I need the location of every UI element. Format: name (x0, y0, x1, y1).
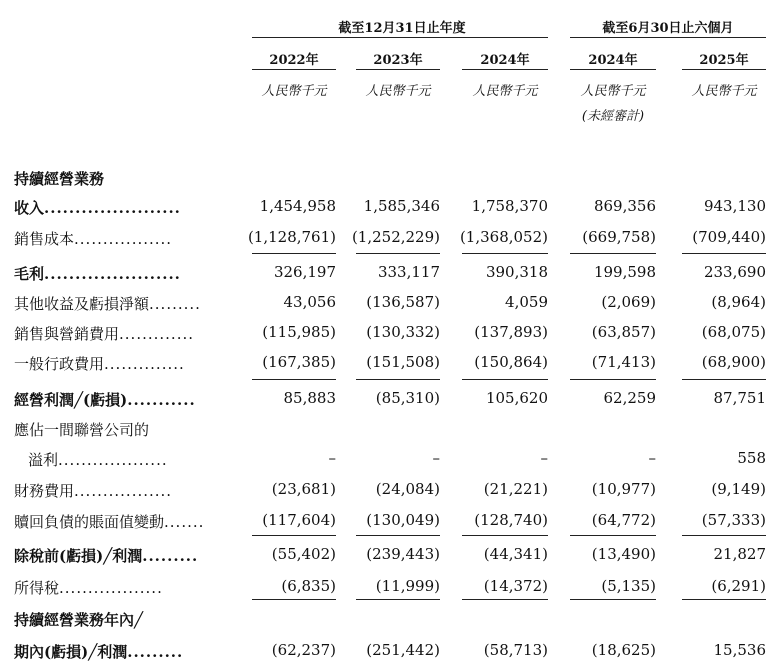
cell-2024-interim: (71,413) (591, 353, 656, 371)
row-label-text: 溢利 (28, 451, 59, 469)
row-label (28, 449, 224, 470)
year-2024: 2024年 (480, 53, 530, 68)
row-label (14, 323, 224, 344)
row-label (14, 228, 224, 249)
rule-after-tax-2024 (462, 599, 548, 600)
cell-2025-interim: 233,690 (703, 263, 766, 281)
cell-2022: (117,604) (262, 511, 336, 529)
cell-2023: (1,252,229) (351, 228, 440, 246)
cell-2025-interim: 15,536 (713, 641, 766, 659)
cell-2024-interim: 199,598 (593, 263, 656, 281)
year-2022-rule (252, 69, 336, 70)
cell-2025-interim: (57,333) (701, 511, 766, 529)
year-2024-interim-rule (570, 69, 656, 70)
cell-2024: 1,758,370 (471, 197, 548, 215)
row-leader-dots: ......... (127, 643, 184, 661)
cell-2025-interim: 943,130 (703, 197, 766, 215)
row-leader-dots: .............. (104, 355, 185, 373)
cell-2024: (128,740) (474, 511, 548, 529)
rule-after-tax-2024i (570, 599, 656, 600)
cell-2023: (130,332) (366, 323, 440, 341)
cell-2024: (150,864) (474, 353, 548, 371)
cell-2024: (21,221) (483, 480, 548, 498)
row-label-text: 一般行政費用 (14, 355, 105, 373)
cell-2024: (137,893) (474, 323, 548, 341)
cell-2022: (167,385) (262, 353, 336, 371)
row-label (14, 197, 224, 218)
row-label-text: 銷售成本 (14, 230, 75, 248)
row-leader-dots: .................. (59, 579, 163, 597)
cell-2024-interim: (13,490) (591, 545, 656, 563)
cell-2024: 4,059 (505, 293, 548, 311)
header-group-interim: 截至6月30日止六個月 (602, 21, 734, 36)
cell-2023: – (432, 449, 440, 467)
row-label-text: 毛利 (14, 265, 45, 283)
header-group-annual-rule (252, 37, 548, 38)
row-leader-dots: ................. (74, 482, 173, 500)
year-2023: 2023年 (373, 53, 423, 68)
header-group-annual: 截至12月31日止年度 (338, 21, 466, 36)
cell-2023: (151,508) (366, 353, 440, 371)
row-leader-dots: ....... (164, 513, 205, 531)
row-label-text: 持續經營業務年內╱ (14, 611, 144, 629)
cell-2024-interim: (5,135) (601, 577, 656, 595)
cell-2022: (115,985) (262, 323, 336, 341)
unit-2025-interim: 人民幣千元 (691, 84, 757, 99)
year-2022: 2022年 (269, 53, 319, 68)
row-leader-dots: ............. (119, 325, 195, 343)
cell-2025-interim: (68,900) (701, 353, 766, 371)
unit-2024-interim: 人民幣千元 (580, 84, 646, 99)
row-label-text: 除稅前(虧損)╱利潤 (14, 547, 143, 565)
cell-2024: – (540, 449, 548, 467)
unit-2022: 人民幣千元 (261, 84, 327, 99)
row-label (14, 263, 224, 284)
cell-2022: (62,237) (271, 641, 336, 659)
row-label-text: 贖回負債的賬面值變動 (14, 513, 165, 531)
year-2025-interim-rule (682, 69, 766, 70)
cell-2022: 85,883 (283, 389, 336, 407)
cell-2023: (11,999) (375, 577, 440, 595)
row-leader-dots: ......... (149, 295, 201, 313)
row-label (14, 641, 224, 662)
cell-2024: (44,341) (483, 545, 548, 563)
cell-2023: (136,587) (366, 293, 440, 311)
cell-2024-interim: – (648, 449, 656, 467)
year-2023-rule (356, 69, 440, 70)
row-label-text: 經營利潤╱(虧損) (14, 391, 128, 409)
year-2024-rule (462, 69, 548, 70)
cell-2024: 105,620 (485, 389, 548, 407)
cell-2024: (58,713) (483, 641, 548, 659)
year-2025-interim: 2025年 (699, 53, 749, 68)
cell-2025-interim: (709,440) (692, 228, 766, 246)
cell-2023: (85,310) (375, 389, 440, 407)
cell-2024-interim: (63,857) (591, 323, 656, 341)
rule-after-tax-2025i (682, 599, 766, 600)
cell-2023: (130,049) (366, 511, 440, 529)
cell-2023: (24,084) (375, 480, 440, 498)
cell-2025-interim: (68,075) (701, 323, 766, 341)
rule-after-cost-2024 (462, 253, 548, 254)
row-leader-dots: ...................... (44, 265, 181, 283)
cell-2022: – (328, 449, 336, 467)
rule-after-admin-2025i (682, 379, 766, 380)
cell-2025-interim: 558 (737, 449, 766, 467)
cell-2024-interim: 869,356 (593, 197, 656, 215)
rule-after-redemption-2023 (356, 535, 440, 536)
cell-2025-interim: 21,827 (713, 545, 766, 563)
row-label-text: 所得稅 (14, 579, 60, 597)
cell-2023: (239,443) (366, 545, 440, 563)
cell-2024-interim: (64,772) (591, 511, 656, 529)
cell-2025-interim: (9,149) (711, 480, 766, 498)
cell-2024: (14,372) (483, 577, 548, 595)
row-label (14, 419, 224, 440)
cell-2024-interim: (10,977) (591, 480, 656, 498)
row-leader-dots: ......... (142, 547, 199, 565)
header-group-interim-rule (570, 37, 766, 38)
row-label-text: 收入 (14, 199, 45, 217)
row-label (14, 293, 224, 314)
row-leader-dots: ........... (127, 391, 196, 409)
rule-after-tax-2023 (356, 599, 440, 600)
rule-after-redemption-2024i (570, 535, 656, 536)
row-leader-dots: ................. (74, 230, 173, 248)
cell-2024-interim: 62,259 (603, 389, 656, 407)
section-continuing-operations: 持續經營業務 (14, 170, 105, 188)
unit-2024: 人民幣千元 (472, 84, 538, 99)
cell-2025-interim: (6,291) (711, 577, 766, 595)
rule-after-tax-2022 (252, 599, 336, 600)
row-label-text: 財務費用 (14, 482, 75, 500)
rule-after-cost-2023 (356, 253, 440, 254)
unit-2023: 人民幣千元 (365, 84, 431, 99)
row-label (14, 353, 224, 374)
cell-2022: (23,681) (271, 480, 336, 498)
rule-after-admin-2024i (570, 379, 656, 380)
row-label (14, 480, 224, 501)
cell-2024-interim: (18,625) (591, 641, 656, 659)
cell-2023: 333,117 (377, 263, 440, 281)
row-leader-dots: ...................... (44, 199, 181, 217)
cell-2025-interim: (8,964) (711, 293, 766, 311)
cell-2022: (1,128,761) (247, 228, 336, 246)
row-label-text: 應佔一間聯營公司的 (14, 421, 150, 439)
rule-after-redemption-2022 (252, 535, 336, 536)
rule-after-admin-2024 (462, 379, 548, 380)
cell-2023: 1,585,346 (363, 197, 440, 215)
rule-after-cost-2024i (570, 253, 656, 254)
cell-2024: (1,368,052) (459, 228, 548, 246)
row-label (14, 577, 224, 598)
cell-2022: (6,835) (281, 577, 336, 595)
cell-2022: 1,454,958 (259, 197, 336, 215)
cell-2022: 326,197 (273, 263, 336, 281)
row-label (14, 389, 224, 410)
cell-2022: 43,056 (283, 293, 336, 311)
cell-2024: 390,318 (485, 263, 548, 281)
row-label-text: 其他收益及虧損淨額 (14, 295, 150, 313)
row-label-text: 期內(虧損)╱利潤 (14, 643, 128, 661)
rule-after-cost-2025i (682, 253, 766, 254)
unaudited-note: (未經審計) (581, 109, 645, 124)
cell-2022: (55,402) (271, 545, 336, 563)
cell-2023: (251,442) (366, 641, 440, 659)
rule-after-admin-2022 (252, 379, 336, 380)
row-leader-dots: ................... (58, 451, 168, 469)
row-label (14, 511, 224, 532)
row-label (14, 609, 224, 630)
year-2024-interim: 2024年 (588, 53, 638, 68)
rule-after-redemption-2024 (462, 535, 548, 536)
rule-after-cost-2022 (252, 253, 336, 254)
rule-after-admin-2023 (356, 379, 440, 380)
rule-after-redemption-2025i (682, 535, 766, 536)
row-label-text: 銷售與營銷費用 (14, 325, 120, 343)
cell-2024-interim: (2,069) (601, 293, 656, 311)
cell-2025-interim: 87,751 (713, 389, 766, 407)
cell-2024-interim: (669,758) (582, 228, 656, 246)
row-label (14, 545, 224, 566)
